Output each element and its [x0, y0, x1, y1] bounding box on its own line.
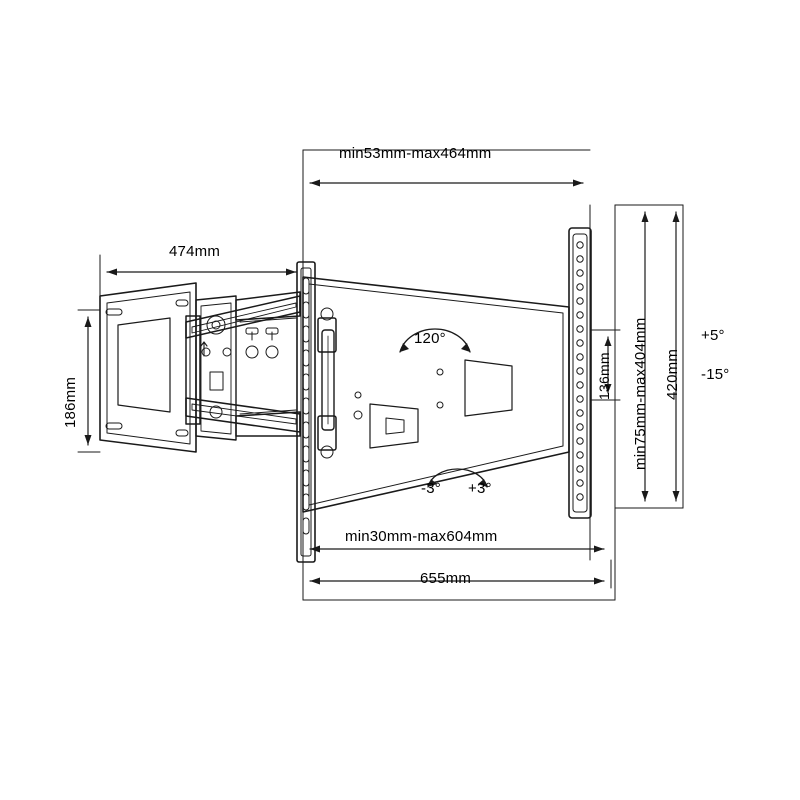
- label-arm-length: 474mm: [169, 243, 221, 260]
- wall-plate-rail: [569, 228, 591, 518]
- label-total-width: 655mm: [420, 570, 472, 587]
- label-vesa-height: 136mm: [596, 352, 612, 400]
- left-mount-plate: [100, 283, 196, 452]
- label-vesa-width-range: min30mm-max604mm: [345, 528, 498, 545]
- label-vesa-height-range: min75mm-max404mm: [632, 317, 649, 470]
- tilt-hinge-column: [322, 330, 334, 430]
- label-roll-left: -3°: [421, 480, 441, 497]
- tv-panel-frame: [303, 277, 569, 512]
- label-roll-right: +3°: [468, 480, 492, 497]
- label-tilt-down: -15°: [701, 366, 730, 383]
- label-plate-height: 186mm: [62, 376, 79, 428]
- label-top-extension: min53mm-max464mm: [339, 145, 492, 162]
- label-total-height: 420mm: [664, 348, 681, 400]
- label-swivel-angle: 120°: [414, 330, 446, 347]
- label-tilt-up: +5°: [701, 327, 725, 344]
